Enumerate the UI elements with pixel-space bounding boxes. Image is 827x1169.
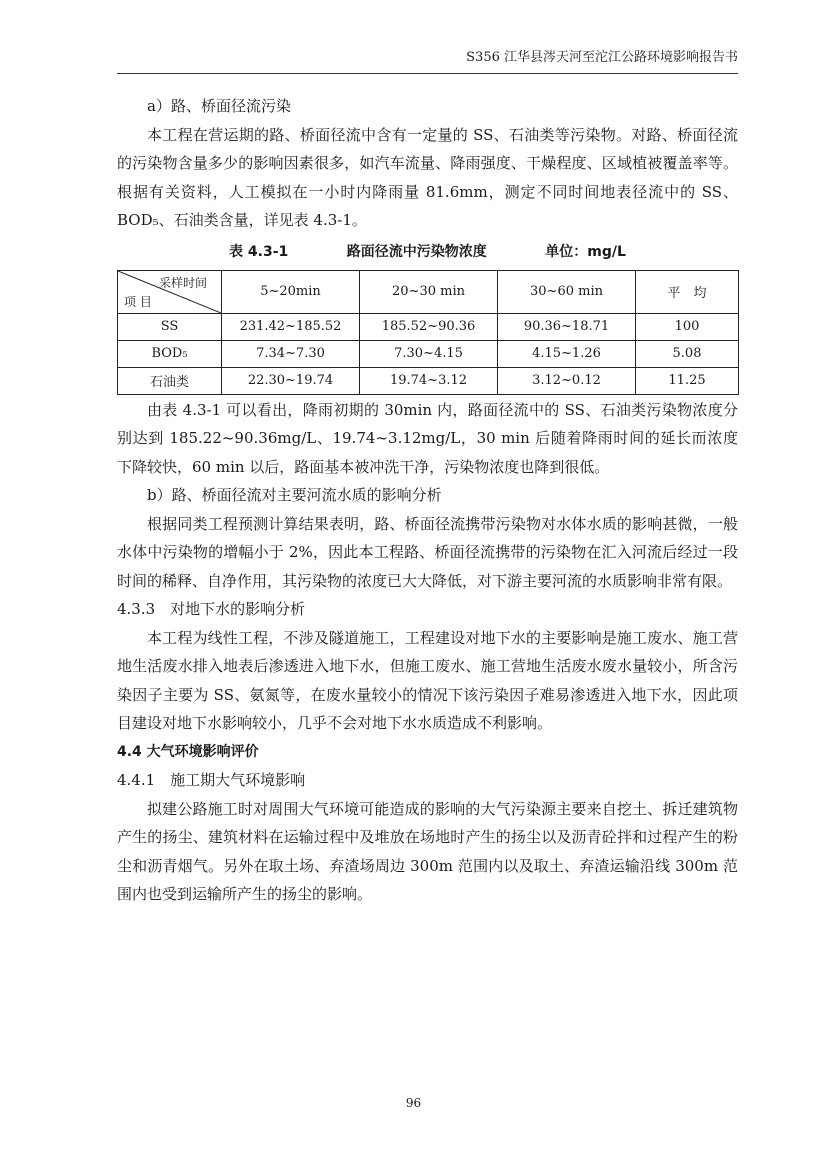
page-number: 96 [405, 1096, 422, 1110]
page-header: S356 江华县涔天河至沱江公路环境影响报告书 [466, 50, 738, 65]
table-cell: 22.30~19.74 [222, 367, 360, 394]
table-corner-cell [118, 270, 222, 313]
table-cell: 19.74~3.12 [360, 367, 498, 394]
runoff-pollutant-table [117, 270, 739, 395]
column-header: 5~20min [222, 270, 360, 313]
row-item: SS [118, 313, 222, 340]
subsection-a-title: a）路、桥面径流污染 [147, 97, 291, 115]
table-row [118, 340, 739, 367]
table-caption-number: 表 4.3-1 [229, 243, 289, 260]
table-header-row [118, 270, 739, 313]
row-item: 石油类 [118, 367, 222, 394]
header-rule [117, 73, 738, 74]
table-caption-unit: 单位：mg/L [545, 243, 626, 260]
row-item: BOD₅ [118, 340, 222, 367]
paragraph-table-analysis: 由表 4.3-1 可以看出，降雨初期的 30min 内，路面径流中的 SS、石油类污染物浓度分别达到 185.22~90.36mg/L、19.74~3.12mg/L，30 min 后随着降雨时间的延长而浓度下降较快，60 min 以后，路面基本被冲洗干净，污染物浓度也降到很低。 [117, 400, 738, 476]
column-header: 20~30 min [360, 270, 498, 313]
corner-label-time: 采样时间 [158, 275, 207, 290]
section-4-3-3-heading: 4.3.3 对地下水的影响分析 [117, 600, 306, 618]
corner-label-item: 项 目 [124, 294, 152, 309]
table-cell: 5.08 [636, 340, 739, 367]
table-cell: 7.30~4.15 [360, 340, 498, 367]
page-content [117, 92, 738, 909]
table-row [118, 313, 739, 340]
table-cell: 3.12~0.12 [498, 367, 636, 394]
table-cell: 100 [636, 313, 739, 340]
section-4-4-heading: 4.4 大气环境影响评价 [117, 743, 259, 760]
paragraph-construction-air: 拟建公路施工时对周围大气环境可能造成的影响的大气污染源主要来自挖土、拆迁建筑物产生的扬尘、建筑材料在运输过程中及堆放在场地时产生的扬尘以及沥青砼拌和过程产生的粉尘和沥青烟气。另外在取土场、弃渣场周边 300m 范围内以及取土、弃渣运输沿线 300m 范围内也受到运输所产生的扬尘的影响。 [117, 799, 738, 903]
column-header: 30~60 min [498, 270, 636, 313]
section-4-4-1-heading: 4.4.1 施工期大气环境影响 [117, 771, 306, 789]
paragraph-runoff-intro: 本工程在营运期的路、桥面径流中含有一定量的 SS、石油类等污染物。对路、桥面径流的污染物含量多少的影响因素很多，如汽车流量、降雨强度、干燥程度、区域植被覆盖率等。根据有关资料，人工模拟在一小时内降雨量 81.6mm，测定不同时间地表径流中的 SS、BOD₅、石油类含量，详见表 4.3-1。 [117, 125, 738, 229]
table-cell: 231.42~185.52 [222, 313, 360, 340]
table-cell: 4.15~1.26 [498, 340, 636, 367]
table-row [118, 367, 739, 394]
column-header: 平 均 [636, 270, 739, 313]
table-caption-title: 路面径流中污染物浓度 [346, 243, 487, 260]
paragraph-river-impact: 根据同类工程预测计算结果表明，路、桥面径流携带污染物对水体水质的影响甚微，一般水体中污染物的增幅小于 2%，因此本工程路、桥面径流携带的污染物在汇入河流后经过一段时间的稀释、自净作用，其污染物的浓度已大大降低，对下游主要河流的水质影响非常有限。 [117, 514, 738, 590]
table-caption [117, 241, 738, 263]
table-cell: 185.52~90.36 [360, 313, 498, 340]
paragraph-groundwater: 本工程为线性工程，不涉及隧道施工，工程建设对地下水的主要影响是施工废水、施工营地生活废水排入地表后渗透进入地下水，但施工废水、施工营地生活废水废水量较小，所含污染因子主要为 SS、氨氮等，在废水量较小的情况下该污染因子难易渗透进入地下水，因此项目建设对地下水影响较小，几乎不会对地下水水质造成不利影响。 [117, 628, 738, 732]
table-cell: 90.36~18.71 [498, 313, 636, 340]
subsection-b-title: b）路、桥面径流对主要河流水质的影响分析 [147, 486, 442, 504]
table-cell: 7.34~7.30 [222, 340, 360, 367]
table-cell: 11.25 [636, 367, 739, 394]
